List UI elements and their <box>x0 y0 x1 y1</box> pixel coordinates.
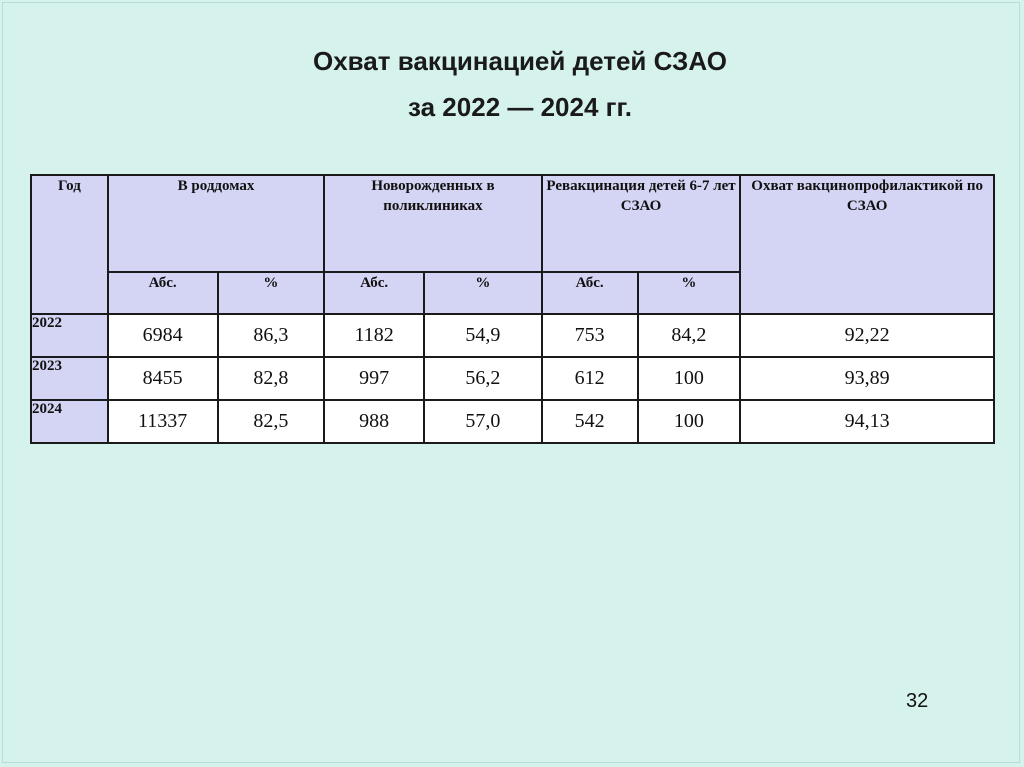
slide-subtitle: за 2022 — 2024 гг. <box>408 92 632 122</box>
header-revaccination: Ревакцинация детей 6-7 лет СЗАО <box>542 175 741 272</box>
cell-maternity-abs: 8455 <box>108 357 218 400</box>
row-year: 2023 <box>31 357 108 400</box>
row-year: 2024 <box>31 400 108 443</box>
cell-newborns-abs: 988 <box>324 400 424 443</box>
header-revaccination-pct: % <box>638 272 741 314</box>
header-revaccination-abs: Абс. <box>542 272 638 314</box>
table-row <box>31 400 994 443</box>
header-year: Год <box>31 175 108 314</box>
cell-revaccination-pct: 100 <box>638 400 741 443</box>
cell-maternity-pct: 82,5 <box>218 400 325 443</box>
header-maternity-pct: % <box>218 272 325 314</box>
cell-coverage: 94,13 <box>740 400 994 443</box>
cell-revaccination-pct: 84,2 <box>638 314 741 357</box>
cell-maternity-abs: 11337 <box>108 400 218 443</box>
slide-title: Охват вакцинацией детей СЗАО <box>312 46 728 76</box>
header-maternity-abs: Абс. <box>108 272 218 314</box>
cell-coverage: 92,22 <box>740 314 994 357</box>
cell-maternity-abs: 6984 <box>108 314 218 357</box>
table-row <box>31 357 994 400</box>
cell-revaccination-abs: 542 <box>542 400 638 443</box>
cell-maternity-pct: 86,3 <box>218 314 325 357</box>
header-newborns-abs: Абс. <box>324 272 424 314</box>
header-newborns: Новорожденных в поликлиниках <box>324 175 542 272</box>
vaccination-coverage-table <box>30 174 995 444</box>
table-header-row <box>31 175 994 272</box>
cell-coverage: 93,89 <box>740 357 994 400</box>
cell-newborns-pct: 54,9 <box>424 314 542 357</box>
cell-newborns-pct: 56,2 <box>424 357 542 400</box>
row-year: 2022 <box>31 314 108 357</box>
cell-newborns-pct: 57,0 <box>424 400 542 443</box>
cell-newborns-abs: 1182 <box>324 314 424 357</box>
header-maternity: В роддомах <box>108 175 324 272</box>
cell-maternity-pct: 82,8 <box>218 357 325 400</box>
header-coverage: Охват вакцинопрофилактикой по СЗАО <box>740 175 994 314</box>
cell-revaccination-abs: 753 <box>542 314 638 357</box>
cell-revaccination-abs: 612 <box>542 357 638 400</box>
header-newborns-pct: % <box>424 272 542 314</box>
cell-revaccination-pct: 100 <box>638 357 741 400</box>
page-number: 32 <box>906 690 929 712</box>
cell-newborns-abs: 997 <box>324 357 424 400</box>
table-row <box>31 314 994 357</box>
